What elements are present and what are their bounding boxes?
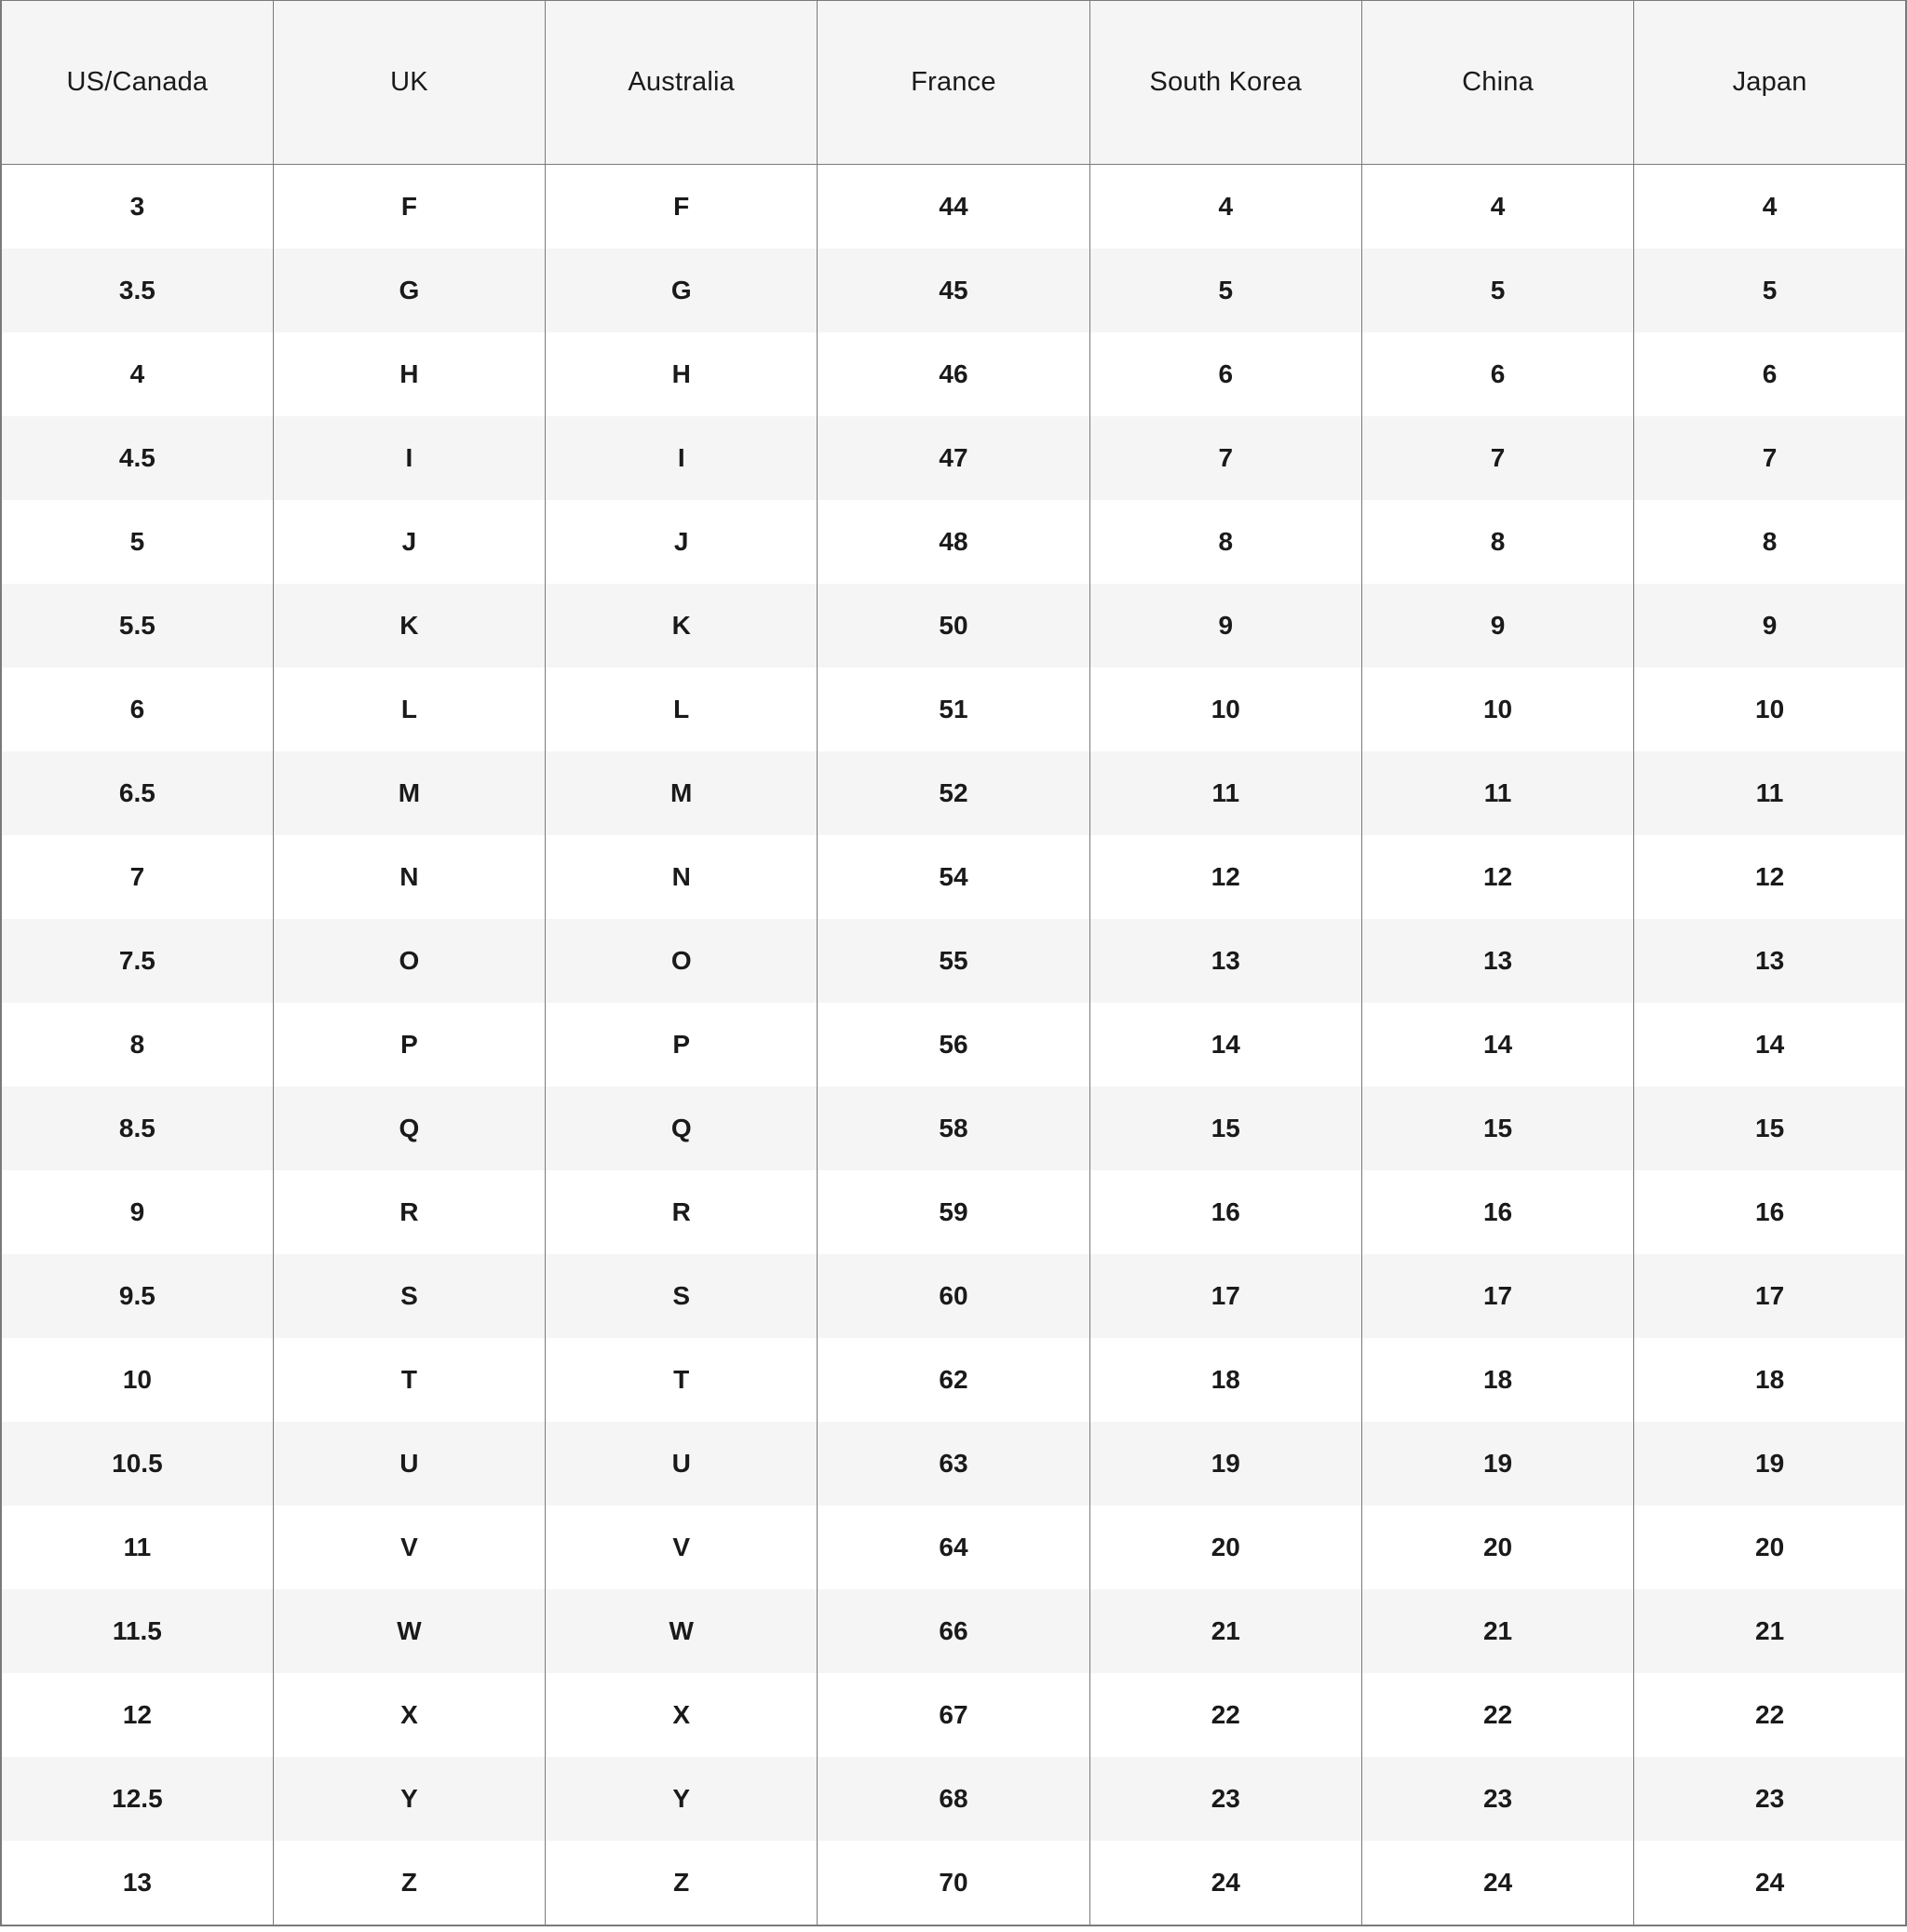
cell-japan: 11 [1634, 751, 1906, 835]
cell-south-korea: 4 [1089, 165, 1361, 250]
header-south-korea: South Korea [1089, 1, 1361, 165]
cell-south-korea: 11 [1089, 751, 1361, 835]
cell-south-korea: 10 [1089, 668, 1361, 751]
cell-south-korea: 17 [1089, 1254, 1361, 1338]
cell-australia: P [546, 1003, 818, 1087]
table-row [1, 1087, 1906, 1170]
header-uk: UK [273, 1, 545, 165]
table-row [1, 500, 1906, 584]
cell-france: 45 [818, 249, 1089, 332]
cell-japan: 17 [1634, 1254, 1906, 1338]
cell-uk: P [273, 1003, 545, 1087]
cell-australia: L [546, 668, 818, 751]
cell-japan: 24 [1634, 1841, 1906, 1925]
table-row [1, 751, 1906, 835]
cell-china: 10 [1361, 668, 1633, 751]
cell-france: 51 [818, 668, 1089, 751]
cell-china: 8 [1361, 500, 1633, 584]
cell-us-canada: 3 [1, 165, 273, 250]
table-row [1, 1841, 1906, 1925]
cell-china: 6 [1361, 332, 1633, 416]
table-header [1, 1, 1906, 165]
cell-australia: F [546, 165, 818, 250]
cell-france: 56 [818, 1003, 1089, 1087]
table-row [1, 584, 1906, 668]
cell-australia: H [546, 332, 818, 416]
cell-france: 70 [818, 1841, 1089, 1925]
cell-france: 58 [818, 1087, 1089, 1170]
cell-china: 9 [1361, 584, 1633, 668]
cell-japan: 10 [1634, 668, 1906, 751]
cell-china: 5 [1361, 249, 1633, 332]
cell-france: 63 [818, 1422, 1089, 1506]
cell-japan: 7 [1634, 416, 1906, 500]
cell-us-canada: 5.5 [1, 584, 273, 668]
cell-australia: O [546, 919, 818, 1003]
table-row [1, 165, 1906, 250]
cell-us-canada: 11 [1, 1506, 273, 1589]
table-row [1, 332, 1906, 416]
cell-japan: 20 [1634, 1506, 1906, 1589]
cell-japan: 6 [1634, 332, 1906, 416]
cell-south-korea: 15 [1089, 1087, 1361, 1170]
cell-china: 19 [1361, 1422, 1633, 1506]
cell-france: 50 [818, 584, 1089, 668]
table-row [1, 668, 1906, 751]
cell-south-korea: 22 [1089, 1673, 1361, 1757]
cell-australia: Z [546, 1841, 818, 1925]
cell-australia: S [546, 1254, 818, 1338]
cell-japan: 12 [1634, 835, 1906, 919]
header-australia: Australia [546, 1, 818, 165]
cell-us-canada: 8.5 [1, 1087, 273, 1170]
cell-australia: K [546, 584, 818, 668]
cell-us-canada: 10 [1, 1338, 273, 1422]
cell-us-canada: 12 [1, 1673, 273, 1757]
cell-uk: Z [273, 1841, 545, 1925]
cell-france: 68 [818, 1757, 1089, 1841]
cell-china: 23 [1361, 1757, 1633, 1841]
table-row [1, 1003, 1906, 1087]
cell-us-canada: 6.5 [1, 751, 273, 835]
table-row [1, 1506, 1906, 1589]
cell-south-korea: 5 [1089, 249, 1361, 332]
cell-australia: W [546, 1589, 818, 1673]
cell-china: 20 [1361, 1506, 1633, 1589]
cell-uk: G [273, 249, 545, 332]
cell-china: 4 [1361, 165, 1633, 250]
cell-south-korea: 16 [1089, 1170, 1361, 1254]
table-row [1, 919, 1906, 1003]
cell-china: 12 [1361, 835, 1633, 919]
cell-france: 60 [818, 1254, 1089, 1338]
cell-australia: N [546, 835, 818, 919]
header-china: China [1361, 1, 1633, 165]
cell-us-canada: 11.5 [1, 1589, 273, 1673]
cell-uk: W [273, 1589, 545, 1673]
cell-south-korea: 12 [1089, 835, 1361, 919]
table-row [1, 1170, 1906, 1254]
cell-south-korea: 9 [1089, 584, 1361, 668]
cell-uk: V [273, 1506, 545, 1589]
cell-uk: S [273, 1254, 545, 1338]
cell-uk: T [273, 1338, 545, 1422]
cell-china: 22 [1361, 1673, 1633, 1757]
header-us-canada: US/Canada [1, 1, 273, 165]
cell-uk: L [273, 668, 545, 751]
cell-france: 46 [818, 332, 1089, 416]
cell-us-canada: 4.5 [1, 416, 273, 500]
cell-china: 15 [1361, 1087, 1633, 1170]
table-row [1, 1422, 1906, 1506]
header-france: France [818, 1, 1089, 165]
cell-australia: T [546, 1338, 818, 1422]
table-row [1, 1254, 1906, 1338]
cell-south-korea: 6 [1089, 332, 1361, 416]
cell-south-korea: 21 [1089, 1589, 1361, 1673]
cell-japan: 21 [1634, 1589, 1906, 1673]
cell-uk: X [273, 1673, 545, 1757]
cell-us-canada: 9.5 [1, 1254, 273, 1338]
header-japan: Japan [1634, 1, 1906, 165]
cell-uk: Q [273, 1087, 545, 1170]
cell-south-korea: 20 [1089, 1506, 1361, 1589]
cell-japan: 5 [1634, 249, 1906, 332]
table-row [1, 1757, 1906, 1841]
cell-us-canada: 7 [1, 835, 273, 919]
cell-china: 13 [1361, 919, 1633, 1003]
cell-south-korea: 23 [1089, 1757, 1361, 1841]
cell-france: 64 [818, 1506, 1089, 1589]
cell-south-korea: 8 [1089, 500, 1361, 584]
cell-france: 59 [818, 1170, 1089, 1254]
cell-south-korea: 7 [1089, 416, 1361, 500]
cell-china: 24 [1361, 1841, 1633, 1925]
cell-france: 67 [818, 1673, 1089, 1757]
cell-china: 21 [1361, 1589, 1633, 1673]
cell-uk: O [273, 919, 545, 1003]
cell-us-canada: 3.5 [1, 249, 273, 332]
cell-japan: 16 [1634, 1170, 1906, 1254]
cell-france: 66 [818, 1589, 1089, 1673]
cell-australia: I [546, 416, 818, 500]
cell-australia: Q [546, 1087, 818, 1170]
cell-japan: 4 [1634, 165, 1906, 250]
cell-uk: U [273, 1422, 545, 1506]
cell-japan: 8 [1634, 500, 1906, 584]
cell-south-korea: 18 [1089, 1338, 1361, 1422]
cell-uk: Y [273, 1757, 545, 1841]
cell-australia: X [546, 1673, 818, 1757]
cell-australia: U [546, 1422, 818, 1506]
cell-australia: J [546, 500, 818, 584]
cell-us-canada: 5 [1, 500, 273, 584]
cell-china: 17 [1361, 1254, 1633, 1338]
cell-japan: 9 [1634, 584, 1906, 668]
cell-us-canada: 6 [1, 668, 273, 751]
cell-us-canada: 8 [1, 1003, 273, 1087]
cell-china: 16 [1361, 1170, 1633, 1254]
cell-australia: R [546, 1170, 818, 1254]
cell-japan: 15 [1634, 1087, 1906, 1170]
cell-france: 44 [818, 165, 1089, 250]
cell-uk: I [273, 416, 545, 500]
table-row [1, 835, 1906, 919]
cell-australia: M [546, 751, 818, 835]
cell-france: 55 [818, 919, 1089, 1003]
cell-us-canada: 7.5 [1, 919, 273, 1003]
cell-japan: 22 [1634, 1673, 1906, 1757]
cell-uk: M [273, 751, 545, 835]
cell-south-korea: 14 [1089, 1003, 1361, 1087]
table-row [1, 1673, 1906, 1757]
cell-uk: J [273, 500, 545, 584]
table-row [1, 1589, 1906, 1673]
cell-japan: 13 [1634, 919, 1906, 1003]
cell-australia: Y [546, 1757, 818, 1841]
cell-china: 11 [1361, 751, 1633, 835]
cell-us-canada: 12.5 [1, 1757, 273, 1841]
table-body [1, 165, 1906, 1926]
cell-uk: K [273, 584, 545, 668]
table-row [1, 416, 1906, 500]
cell-japan: 19 [1634, 1422, 1906, 1506]
cell-south-korea: 13 [1089, 919, 1361, 1003]
cell-france: 47 [818, 416, 1089, 500]
cell-japan: 14 [1634, 1003, 1906, 1087]
cell-south-korea: 19 [1089, 1422, 1361, 1506]
cell-australia: G [546, 249, 818, 332]
header-row [1, 1, 1906, 165]
cell-us-canada: 4 [1, 332, 273, 416]
cell-us-canada: 10.5 [1, 1422, 273, 1506]
cell-uk: N [273, 835, 545, 919]
cell-france: 48 [818, 500, 1089, 584]
cell-france: 62 [818, 1338, 1089, 1422]
cell-france: 52 [818, 751, 1089, 835]
cell-china: 7 [1361, 416, 1633, 500]
cell-south-korea: 24 [1089, 1841, 1361, 1925]
cell-china: 14 [1361, 1003, 1633, 1087]
cell-us-canada: 13 [1, 1841, 273, 1925]
cell-uk: H [273, 332, 545, 416]
table-row [1, 1338, 1906, 1422]
cell-uk: R [273, 1170, 545, 1254]
cell-us-canada: 9 [1, 1170, 273, 1254]
cell-japan: 23 [1634, 1757, 1906, 1841]
cell-france: 54 [818, 835, 1089, 919]
cell-australia: V [546, 1506, 818, 1589]
cell-china: 18 [1361, 1338, 1633, 1422]
cell-japan: 18 [1634, 1338, 1906, 1422]
cell-uk: F [273, 165, 545, 250]
table-row [1, 249, 1906, 332]
